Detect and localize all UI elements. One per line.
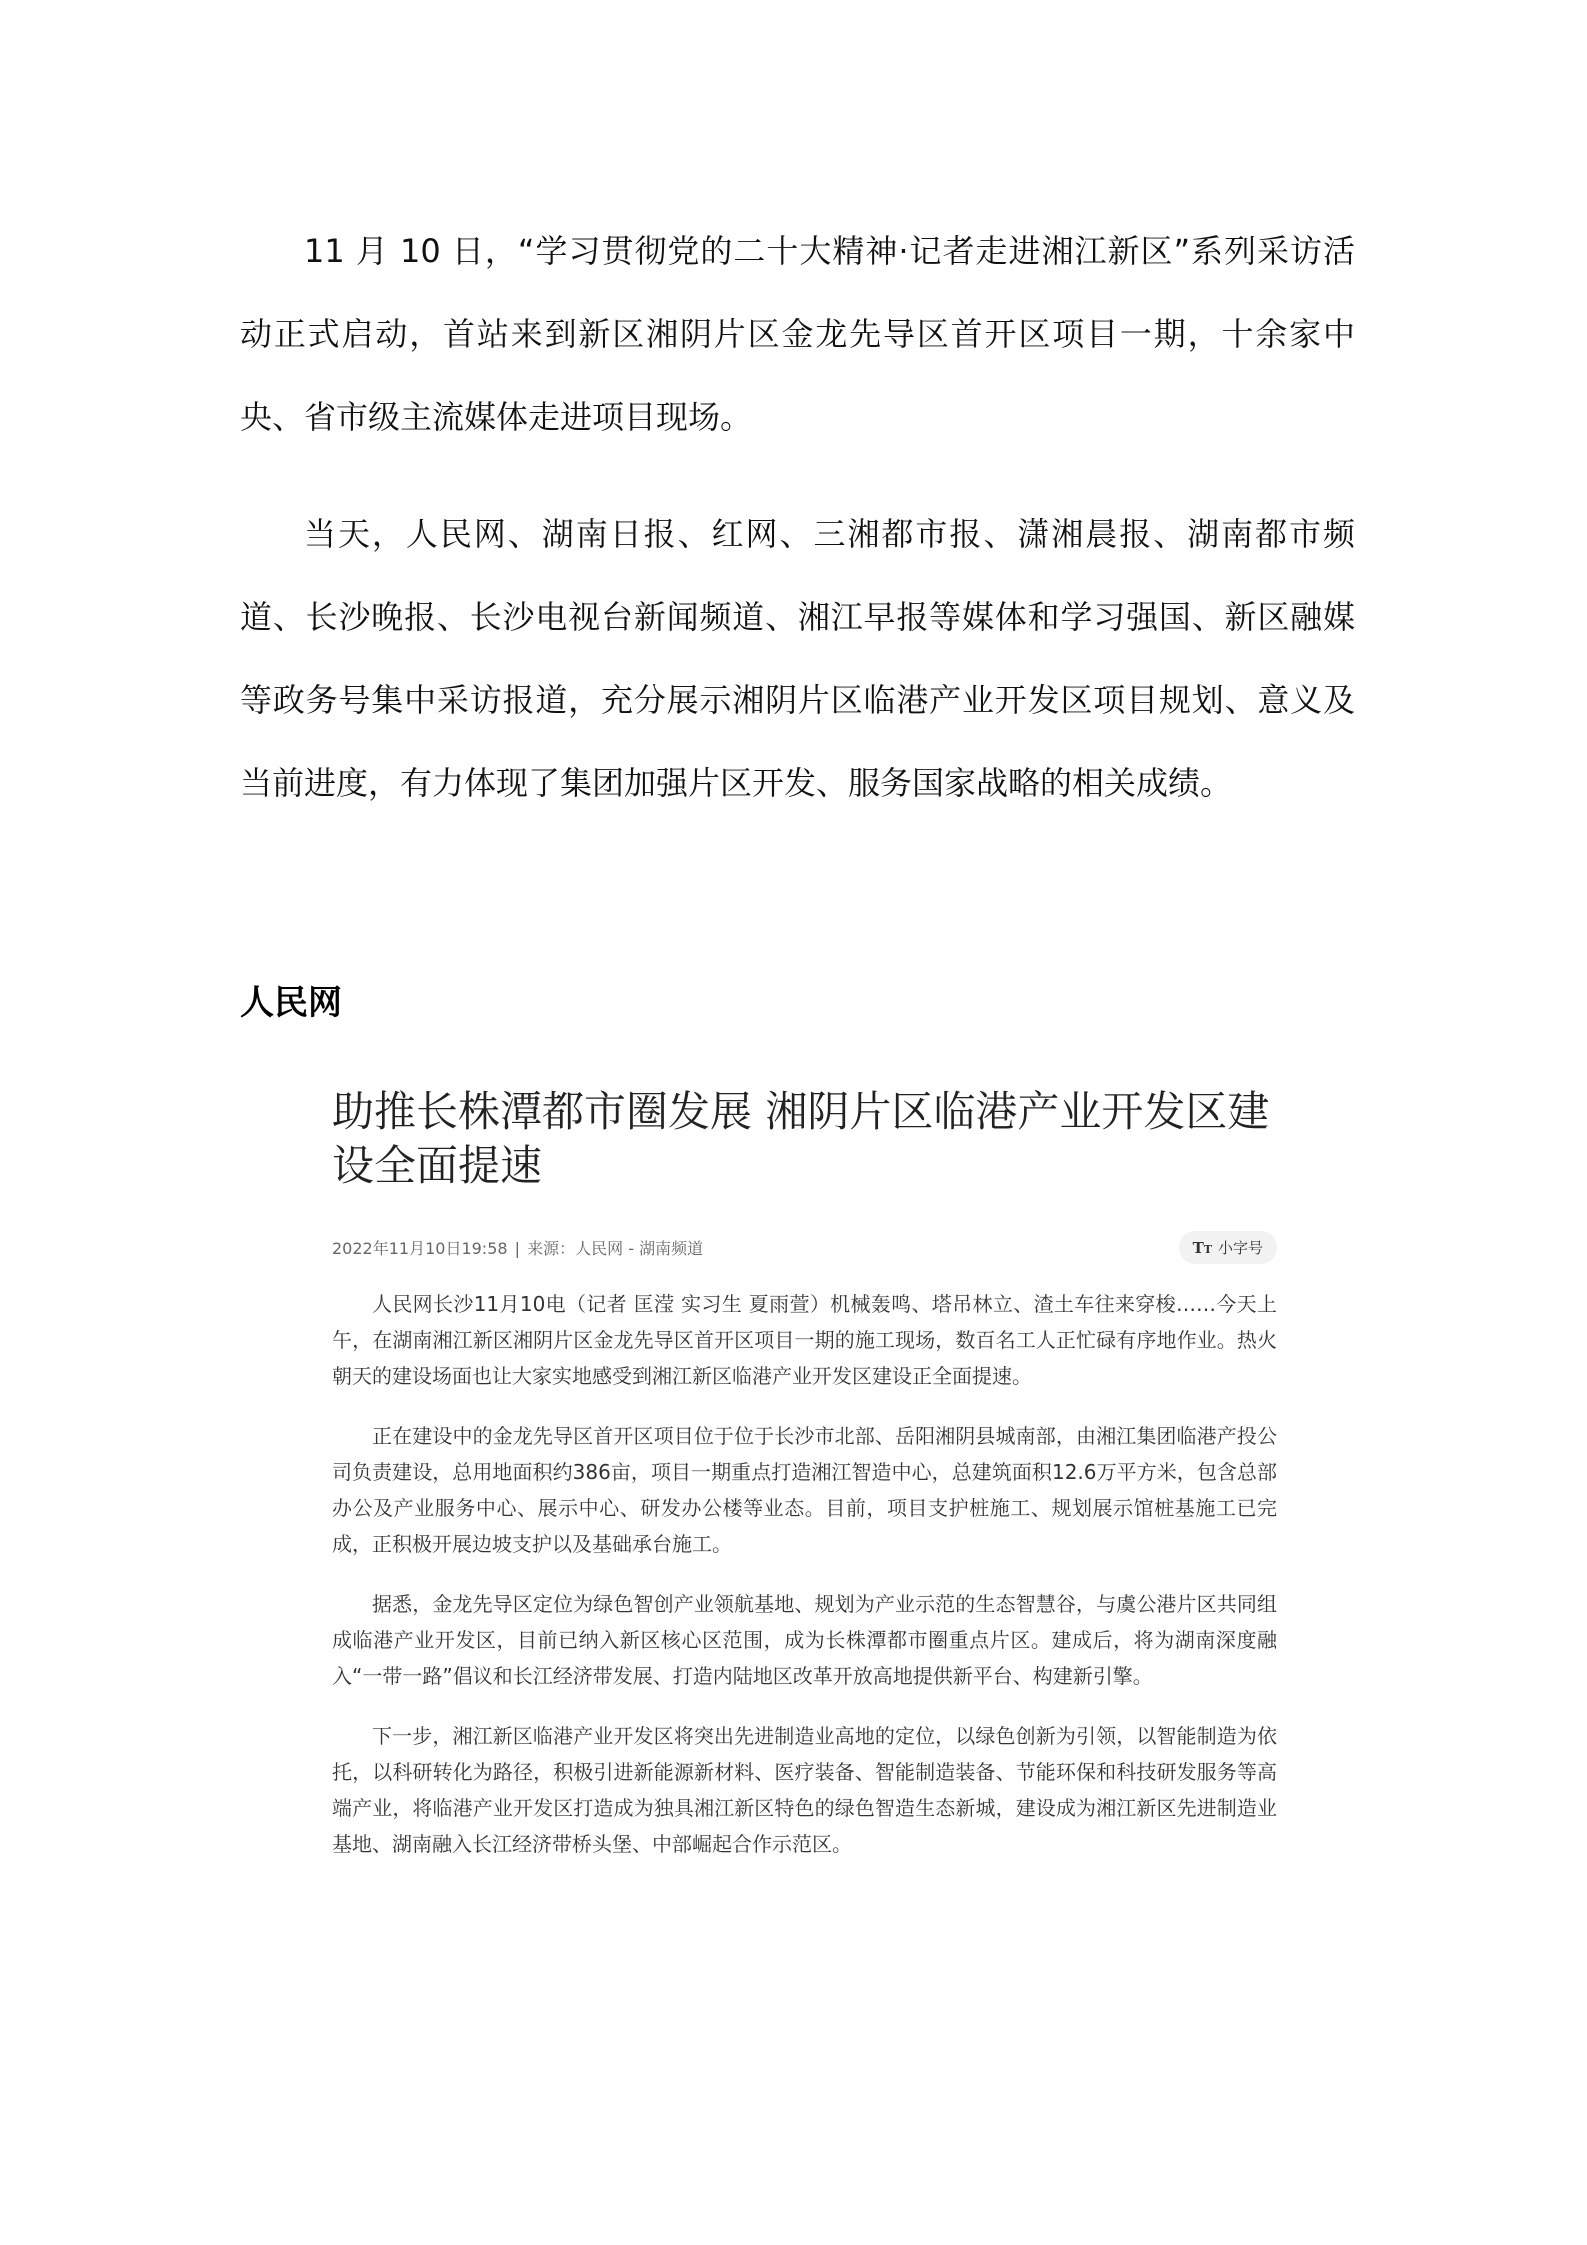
article-paragraph: 下一步，湘江新区临港产业开发区将突出先进制造业高地的定位，以绿色创新为引领，以智能制造为依托，以科研转化为路径，积极引进新能源新材料、医疗装备、智能制造装备、节能环保和科技研发服务等高端产业，将临港产业开发区打造成为独具湘江新区特色的绿色智造生态新城，建设成为湘江新区先进制造业基地、湖南融入长江经济带桥头堡、中部崛起合作示范区。: [332, 1724, 1277, 1856]
intro-paragraph: 当天，人民网、湖南日报、红网、三湘都市报、潇湘晨报、湖南都市频道、长沙晚报、长沙电视台新闻频道、湘江早报等媒体和学习强国、新区融媒等政务号集中采访报道，充分展示湘阴片区临港产业开发区项目规划、意义及当前进度，有力体现了集团加强片区开发、服务国家战略的相关成绩。: [240, 515, 1355, 802]
embedded-article-screenshot: [332, 1085, 1277, 1886]
article-body: [332, 1286, 1277, 1862]
meta-separator: |: [514, 1239, 521, 1258]
article-title: 助推长株潭都市圈发展 湘阴片区临港产业开发区建设全面提速: [332, 1087, 1270, 1190]
article-paragraph: 正在建设中的金龙先导区首开区项目位于位于长沙市北部、岳阳湘阴县城南部，由湘江集团临港产投公司负责建设，总用地面积约386亩，项目一期重点打造湘江智造中心，总建筑面积12.6万平方米，包含总部办公及产业服务中心、展示中心、研发办公楼等业态。目前，项目支护桩施工、规划展示馆桩基施工已完成，正积极开展边坡支护以及基础承台施工。: [332, 1424, 1277, 1556]
article-paragraph: 人民网长沙11月10电（记者 匡滢 实习生 夏雨萱）机械轰鸣、塔吊林立、渣土车往来穿梭……今天上午，在湖南湘江新区湘阴片区金龙先导区首开区项目一期的施工现场，数百名工人正忙碌有序地作业。热火朝天的建设场面也让大家实地感受到湘江新区临港产业开发区建设正全面提速。: [332, 1292, 1277, 1388]
font-size-toggle-label: 小字号: [1217, 1239, 1263, 1257]
intro-paragraph: 11 月 10 日，“学习贯彻党的二十大精神·记者走进湘江新区”系列采访活动正式启动，首站来到新区湘阴片区金龙先导区首开区项目一期，十余家中央、省市级主流媒体走进项目现场。: [240, 232, 1355, 436]
text-size-icon: TT: [1192, 1238, 1212, 1257]
intro-text: [240, 210, 1355, 859]
article-source: 来源：人民网 - 湖南频道: [527, 1239, 704, 1258]
article-paragraph: 据悉，金龙先导区定位为绿色智创产业领航基地、规划为产业示范的生态智慧谷，与虞公港片区共同组成临港产业开发区，目前已纳入新区核心区范围，成为长株潭都市圈重点片区。建成后，将为湖南深度融入“一带一路”倡议和长江经济带发展、打造内陆地区改革开放高地提供新平台、构建新引擎。: [332, 1592, 1277, 1688]
section-heading: 人民网: [240, 983, 342, 1023]
article-meta-left: [332, 1236, 705, 1259]
font-size-toggle-button[interactable]: [1179, 1231, 1277, 1264]
article-datetime: 2022年11月10日19:58: [332, 1239, 508, 1258]
article-meta: [332, 1231, 1277, 1264]
